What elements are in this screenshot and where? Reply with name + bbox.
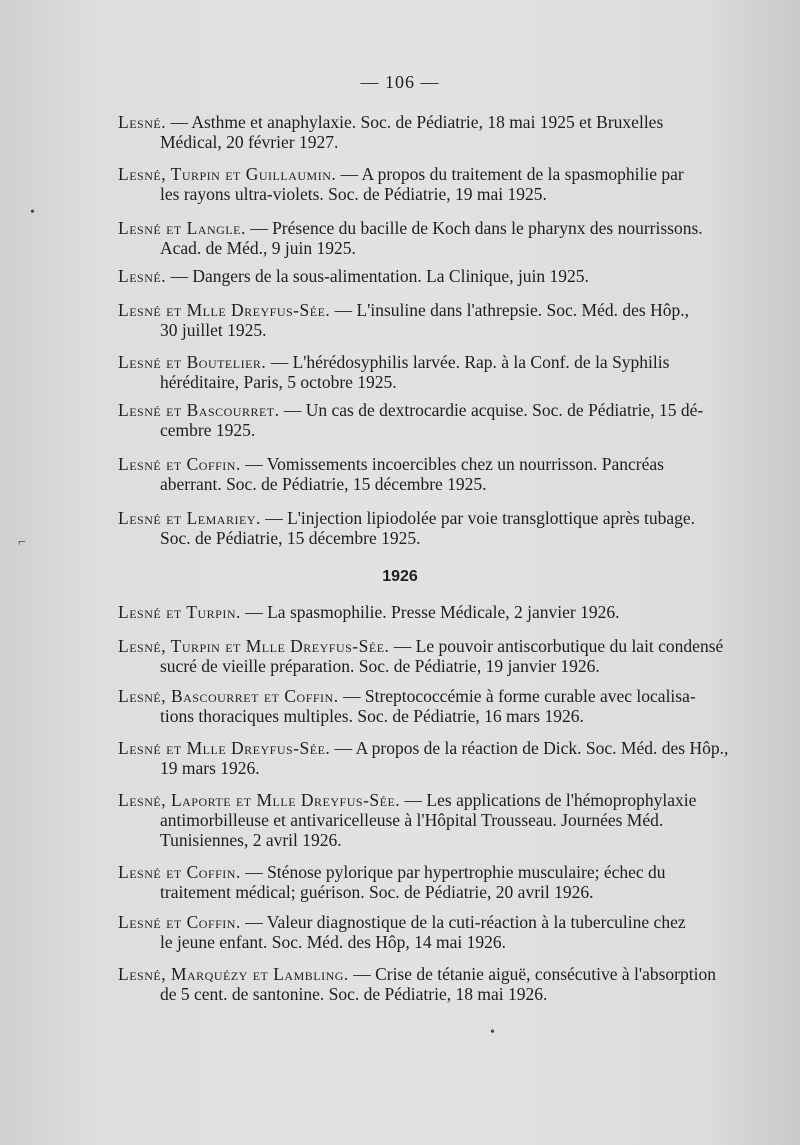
entry-continuation: Médical, 20 février 1927. [160,132,339,152]
bibliography-entry [118,352,720,392]
entry-authors: Lesné. [118,112,167,132]
entry-text: — L'insuline dans l'athrepsie. Soc. Méd. des Hôp., [330,300,689,320]
entry-text: — Un cas de dextrocardie acquise. Soc. de Pédiatrie, 15 dé- [279,400,704,420]
entry-continuation: sucré de vieille préparation. Soc. de Pédiatrie, 19 janvier 1926. [160,656,600,676]
entry-continuation: Tunisiennes, 2 avril 1926. [160,830,342,850]
entry-continuation: Soc. de Pédiatrie, 15 décembre 1925. [160,528,421,548]
bibliography-entry [118,112,720,152]
bibliography-entry [118,738,729,778]
entry-authors: Lesné et Lemariey. [118,508,261,528]
bibliography-entry [118,602,720,622]
entry-authors: Lesné et Coffin. [118,862,241,882]
entry-authors: Lesné et Coffin. [118,454,241,474]
entry-continuation: tions thoraciques multiples. Soc. de Pédiatrie, 16 mars 1926. [160,706,584,726]
entry-text: — Présence du bacille de Koch dans le pharynx des nourrissons. [245,218,703,238]
bibliography-entry [118,454,720,494]
entry-continuation: traitement médical; guérison. Soc. de Pédiatrie, 20 avril 1926. [160,882,594,902]
page-number: — 106 — [360,72,440,92]
bibliography-entry [118,912,720,952]
year-heading: 1926 [382,568,418,585]
entry-text: — L'injection lipiodolée par voie transglottique après tubage. [260,508,696,528]
bibliography-entry [118,790,720,850]
bibliography-entry [118,508,720,548]
entry-text: — Le pouvoir antiscorbutique du lait condensé [389,636,724,656]
entry-authors: Lesné et Boutelier. [118,352,267,372]
entry-authors: Lesné, Turpin et Guillaumin. [118,164,337,184]
entry-authors: Lesné, Marquézy et Lambling. [118,964,349,984]
bibliography-entry [118,266,720,286]
entry-continuation: antimorbilleuse et antivaricelleuse à l'Hôpital Trousseau. Journées Méd. [160,810,664,830]
entry-text: — Crise de tétanie aiguë, consécutive à l'absorption [348,964,716,984]
entry-continuation: héréditaire, Paris, 5 octobre 1925. [160,372,397,392]
entry-authors: Lesné, Turpin et Mlle Dreyfus-Sée. [118,636,390,656]
entry-text: — L'hérédosyphilis larvée. Rap. à la Conf. de la Syphilis [266,352,670,372]
entry-authors: Lesné et Bascourret. [118,400,280,420]
bibliography-entry [118,862,720,902]
entry-authors: Lesné et Mlle Dreyfus-Sée. [118,738,331,758]
entry-continuation: Acad. de Méd., 9 juin 1925. [160,238,356,258]
entry-text: — Asthme et anaphylaxie. Soc. de Pédiatrie, 18 mai 1925 et Bruxelles [166,112,664,132]
bibliography-entry [118,300,720,340]
bibliography-entry [118,400,720,440]
entry-text: — A propos de la réaction de Dick. Soc. Méd. des Hôp., [330,738,729,758]
entry-authors: Lesné et Mlle Dreyfus-Sée. [118,300,331,320]
entry-authors: Lesné. [118,266,167,286]
entry-text: — Streptococcémie à forme curable avec localisa- [338,686,696,706]
bibliography-entry [118,636,724,676]
entry-text: — A propos du traitement de la spasmophilie par [336,164,684,184]
entry-continuation: cembre 1925. [160,420,256,440]
bibliography-entry [118,686,720,726]
entry-text: — Valeur diagnostique de la cuti-réaction à la tuberculine chez [240,912,686,932]
entry-authors: Lesné, Laporte et Mlle Dreyfus-Sée. [118,790,401,810]
entry-text: — Dangers de la sous-alimentation. La Clinique, juin 1925. [166,266,589,286]
entry-text: — Vomissements incoercibles chez un nourrisson. Pancréas [240,454,664,474]
bibliography-entry [118,218,720,258]
entry-continuation: 19 mars 1926. [160,758,260,778]
margin-mark: ⌐ [18,535,26,550]
entry-continuation: 30 juillet 1925. [160,320,267,340]
entry-authors: Lesné et Langle. [118,218,246,238]
entry-text: — La spasmophilie. Presse Médicale, 2 janvier 1926. [240,602,620,622]
entry-authors: Lesné, Bascourret et Coffin. [118,686,339,706]
entry-continuation: les rayons ultra-violets. Soc. de Pédiatrie, 19 mai 1925. [160,184,547,204]
entry-text: — Sténose pylorique par hypertrophie musculaire; échec du [240,862,666,882]
margin-dot: • [490,1025,495,1040]
entry-authors: Lesné et Turpin. [118,602,241,622]
entry-continuation: aberrant. Soc. de Pédiatrie, 15 décembre 1925. [160,474,487,494]
bibliography-entry [118,964,720,1004]
entry-continuation: le jeune enfant. Soc. Méd. des Hôp, 14 mai 1926. [160,932,507,952]
entry-authors: Lesné et Coffin. [118,912,241,932]
entry-text: — Les applications de l'hémoprophylaxie [400,790,697,810]
margin-dot: • [30,205,35,220]
entry-continuation: de 5 cent. de santonine. Soc. de Pédiatrie, 18 mai 1926. [160,984,548,1004]
bibliography-entry [118,164,720,204]
